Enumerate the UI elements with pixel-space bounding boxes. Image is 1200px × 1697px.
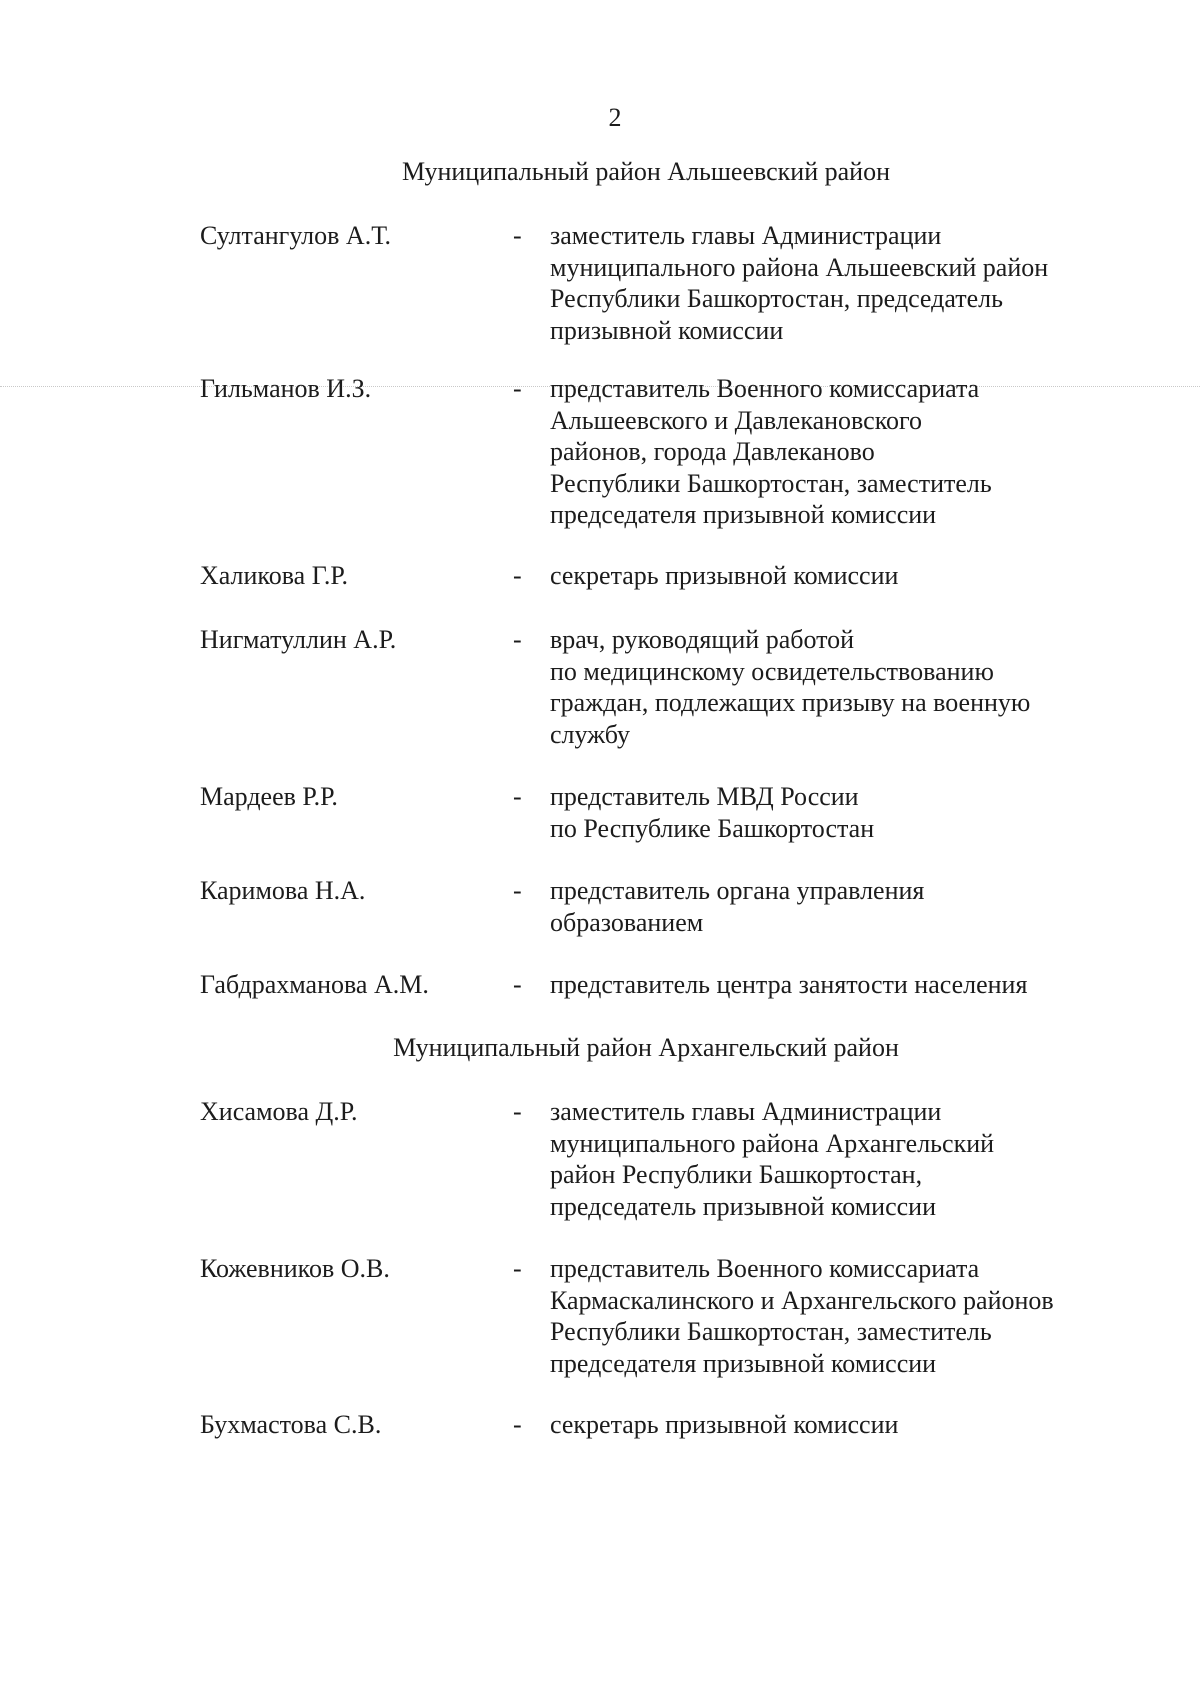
member-role-line: Республики Башкортостан, заместитель (550, 468, 992, 498)
member-role-line: представитель МВД России (550, 782, 859, 811)
member-dash: - (513, 970, 522, 999)
member-dash: - (513, 1254, 522, 1283)
member-role-line: граждан, подлежащих призыву на военную (550, 688, 1031, 717)
member-role-line: муниципального района Архангельский (550, 1128, 995, 1158)
member-role-line: Альшеевского и Давлекановского (550, 405, 923, 435)
member-role-line: по медицинскому освидетельствованию (550, 656, 994, 686)
member-role-line: заместитель главы Администрации (550, 221, 942, 250)
member-role-line: председателя призывной комиссии (550, 500, 937, 529)
member-role-line: секретарь призывной комиссии (550, 1410, 899, 1439)
member-role (550, 875, 1110, 938)
member-role-line: муниципального района Альшеевский район (550, 252, 1049, 282)
member-role-line: врач, руководящий работой (550, 625, 855, 654)
member-role-line: Республики Башкортостан, заместитель (550, 1317, 992, 1346)
member-role-line: службу (550, 719, 631, 749)
member-dash: - (513, 561, 522, 590)
member-dash: - (513, 221, 522, 250)
member-role-line: представитель органа управления (550, 876, 925, 905)
member-role (550, 220, 1110, 346)
member-dash: - (513, 625, 522, 654)
member-role-line: районов, города Давлеканово (550, 437, 875, 466)
member-name: Хисамова Д.Р. (200, 1097, 358, 1126)
member-name: Кожевников О.В. (200, 1254, 390, 1283)
member-role (550, 1253, 1110, 1379)
member-dash: - (513, 374, 522, 403)
member-role-line: по Республике Башкортостан (550, 813, 875, 843)
member-role-line: Республики Башкортостан, председатель (550, 284, 1003, 313)
member-role-line: Кармаскалинского и Архангельского районов (550, 1285, 1054, 1315)
member-role (550, 1096, 1110, 1222)
member-name: Султангулов А.Т. (200, 221, 391, 250)
member-name: Габдрахманова А.М. (200, 970, 429, 999)
member-role (550, 624, 1110, 750)
member-name: Бухмастова С.В. (200, 1410, 382, 1439)
member-name: Нигматуллин А.Р. (200, 625, 397, 654)
member-dash: - (513, 876, 522, 905)
member-name: Каримова Н.А. (200, 876, 366, 905)
page-number: 2 (608, 103, 622, 132)
member-role (550, 1409, 1110, 1441)
member-role (550, 560, 1110, 592)
member-role-line: секретарь призывной комиссии (550, 561, 899, 590)
member-name: Халикова Г.Р. (200, 561, 349, 590)
member-role (550, 781, 1110, 844)
member-role-line: образованием (550, 907, 704, 937)
member-role-line: район Республики Башкортостан, (550, 1160, 923, 1189)
member-role-line: заместитель главы Администрации (550, 1097, 942, 1126)
member-role-line: представитель Военного комиссариата (550, 374, 980, 403)
member-role (550, 373, 1110, 531)
member-role-line: председателя призывной комиссии (550, 1348, 937, 1378)
member-role-line: призывной комиссии (550, 315, 784, 345)
member-role-line: представитель центра занятости населения (550, 970, 1028, 999)
member-role (550, 969, 1110, 1001)
member-dash: - (513, 1097, 522, 1126)
member-dash: - (513, 1410, 522, 1439)
member-role-line: представитель Военного комиссариата (550, 1254, 980, 1283)
member-name: Мардеев Р.Р. (200, 782, 338, 811)
member-dash: - (513, 782, 522, 811)
member-name: Гильманов И.З. (200, 374, 372, 403)
member-role-line: председатель призывной комиссии (550, 1191, 936, 1221)
section-title: Муниципальный район Альшеевский район (401, 157, 890, 186)
section-title: Муниципальный район Архангельский район (393, 1033, 899, 1062)
